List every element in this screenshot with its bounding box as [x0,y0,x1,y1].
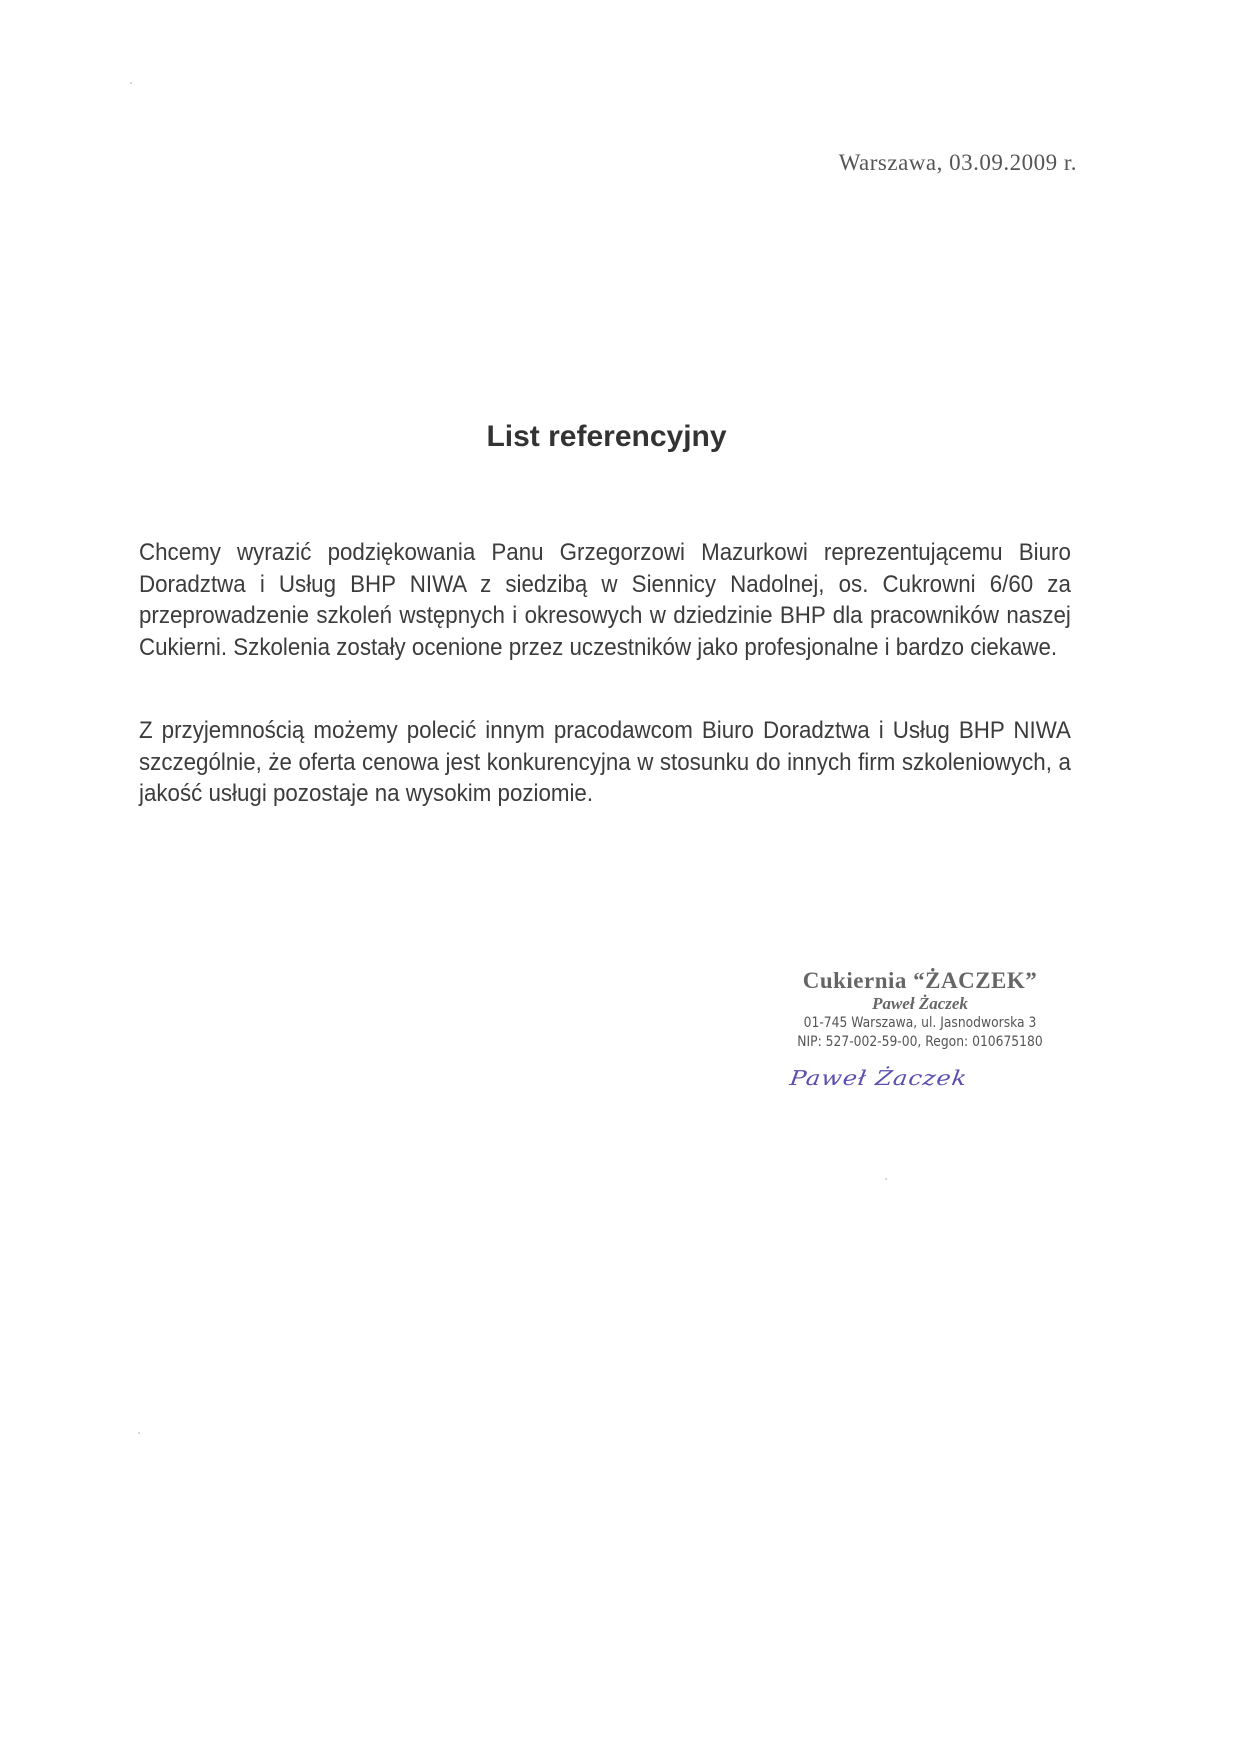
paragraph-2-block [139,715,1071,810]
scan-speck [138,1432,140,1434]
paragraph-1: Chcemy wyrazić podziękowania Panu Grzegorzowi Mazurkowi reprezentującemu Biuro Doradztwa i Usług BHP NIWA z siedzibą w Siennicy Nadolnej, os. Cukrowni 6/60 za przeprowadzenie szkoleń wstępnych i okresowych w dziedzinie BHP dla pracowników naszej Cukierni. Szkolenia zostały ocenione przez uczestników jako profesjonalne i bardzo ciekawe. [139,539,1071,661]
stamp-tax-ids: NIP: 527-002-59-00, Regon: 010675180 [797,1034,1043,1050]
stamp-person-name: Paweł Żaczek [872,994,968,1013]
handwritten-signature: Paweł Żaczek [788,1066,970,1090]
company-stamp [770,968,1070,1052]
letter-title: List referencyjny [486,420,727,453]
stamp-address: 01-745 Warszawa, ul. Jasnodworska 3 [803,1015,1037,1031]
scan-speck [885,1178,887,1180]
paragraph-1-block [139,537,1071,663]
place-date: Warszawa, 03.09.2009 r. [838,150,1077,175]
stamp-company-name: Cukiernia “ŻACZEK” [802,968,1038,993]
paragraph-2: Z przyjemnością możemy polecić innym pracodawcom Biuro Doradztwa i Usług BHP NIWA szczególnie, że oferta cenowa jest konkurencyjna w stosunku do innych firm szkoleniowych, a jakość usługi pozostaje na wysokim poziomie. [139,717,1071,807]
scan-speck [130,82,132,84]
